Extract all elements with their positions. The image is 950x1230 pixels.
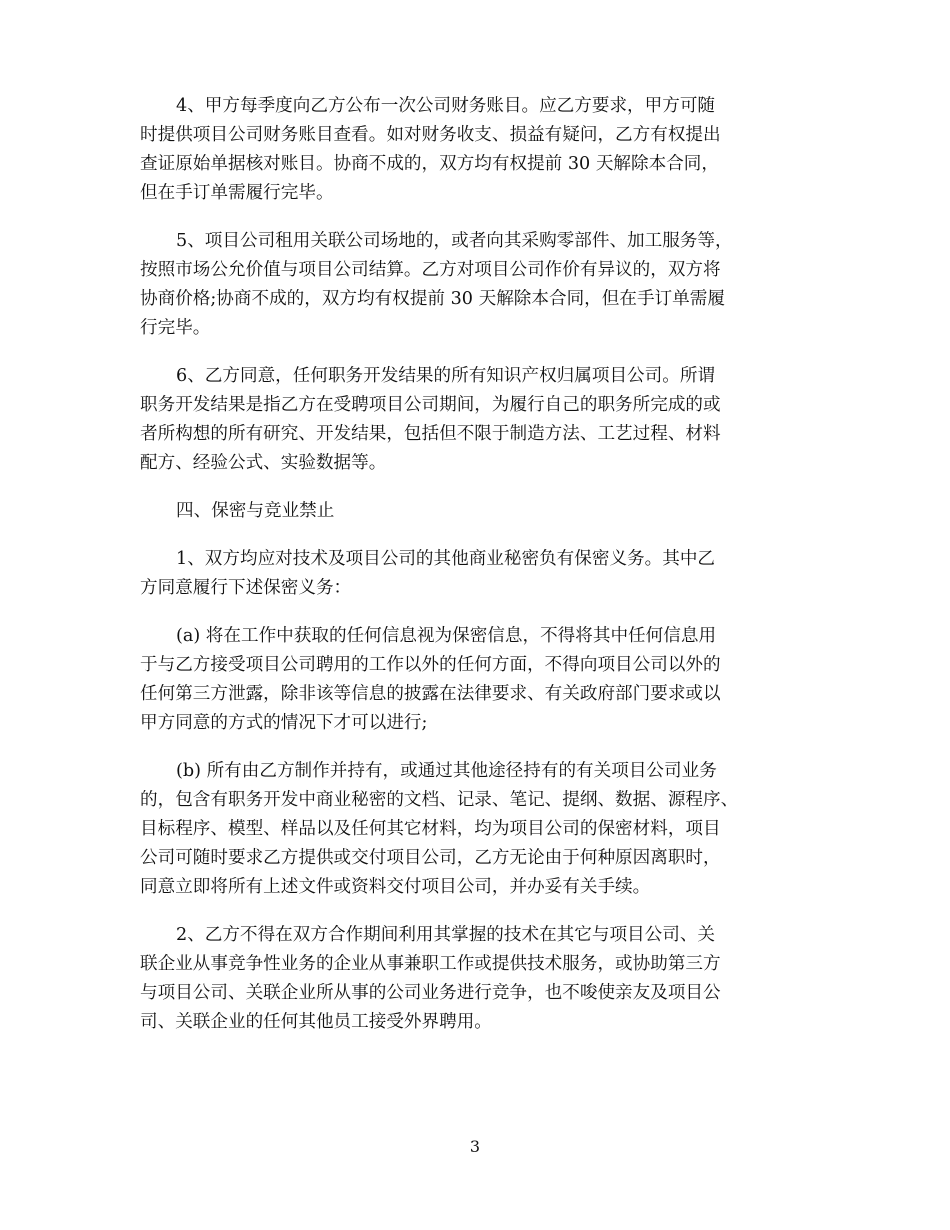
text-line: 按照市场公允价值与项目公司结算。乙方对项目公司作价有异议的，双方将 — [140, 260, 721, 280]
text-line: 同意立即将所有上述文件或资料交付项目公司，并办妥有关手续。 — [140, 877, 651, 897]
text-line: 职务开发结果是指乙方在受聘项目公司期间，为履行自己的职务所完成的或 — [140, 395, 721, 415]
text-line: (b) 所有由乙方制作并持有，或通过其他途径持有的有关项目公司业务 — [176, 761, 717, 781]
text-line: 联企业从事竞争性业务的企业从事兼职工作或提供技术服务，或协助第三方 — [140, 954, 721, 974]
text-line: 司、关联企业的任何其他员工接受外界聘用。 — [140, 1012, 492, 1032]
text-line: (a) 将在工作中获取的任何信息视为保密信息，不得将其中任何信息用 — [176, 626, 717, 646]
paragraph-item-b — [140, 757, 810, 902]
section-heading-text: 四、保密与竞业禁止 — [176, 501, 335, 521]
paragraph-clause-4 — [140, 92, 810, 208]
text-line: 的，包含有职务开发中商业秘密的文档、记录、笔记、提纲、数据、源程序、 — [140, 790, 739, 810]
text-line: 方同意履行下述保密义务： — [140, 578, 352, 598]
paragraph-clause-5 — [140, 227, 810, 343]
text-line: 与项目公司、关联企业所从事的公司业务进行竞争，也不唆使亲友及项目公 — [140, 983, 721, 1003]
text-line: 6、乙方同意，任何职务开发结果的所有知识产权归属项目公司。所谓 — [176, 366, 716, 386]
text-line: 任何第三方泄露，除非该等信息的披露在法律要求、有关政府部门要求或以 — [140, 684, 721, 704]
text-line: 者所构想的所有研究、开发结果，包括但不限于制造方法、工艺过程、材料 — [140, 424, 721, 444]
text-line: 于与乙方接受项目公司聘用的工作以外的任何方面，不得向项目公司以外的 — [140, 655, 721, 675]
paragraph-non-compete-2 — [140, 921, 810, 1037]
text-line: 1、双方均应对技术及项目公司的其他商业秘密负有保密义务。其中乙 — [176, 549, 716, 569]
text-line: 4、甲方每季度向乙方公布一次公司财务账目。应乙方要求，甲方可随 — [176, 96, 716, 116]
paragraph-item-a — [140, 622, 810, 738]
page-number: 3 — [469, 1137, 481, 1156]
text-line: 配方、经验公式、实验数据等。 — [140, 453, 387, 473]
text-line: 行完毕。 — [140, 318, 211, 338]
text-line: 查证原始单据核对账目。协商不成的，双方均有权提前 30 天解除本合同， — [140, 154, 719, 174]
paragraph-confidentiality-1 — [140, 545, 810, 603]
section-heading — [140, 497, 810, 526]
text-line: 目标程序、模型、样品以及任何其它材料，均为项目公司的保密材料，项目 — [140, 819, 721, 839]
text-line: 5、项目公司租用关联公司场地的，或者向其采购零部件、加工服务等， — [176, 231, 733, 251]
text-line: 2、乙方不得在双方合作期间利用其掌握的技术在其它与项目公司、关 — [176, 925, 716, 945]
document-body — [140, 92, 810, 1056]
text-line: 公司可随时要求乙方提供或交付项目公司，乙方无论由于何种原因离职时， — [140, 848, 721, 868]
paragraph-clause-6 — [140, 362, 810, 478]
text-line: 时提供项目公司财务账目查看。如对财务收支、损益有疑问，乙方有权提出 — [140, 125, 721, 145]
text-line: 但在手订单需履行完毕。 — [140, 183, 334, 203]
text-line: 协商价格;协商不成的，双方均有权提前 30 天解除本合同，但在手订单需履 — [140, 289, 725, 309]
text-line: 甲方同意的方式的情况下才可以进行; — [140, 713, 428, 733]
